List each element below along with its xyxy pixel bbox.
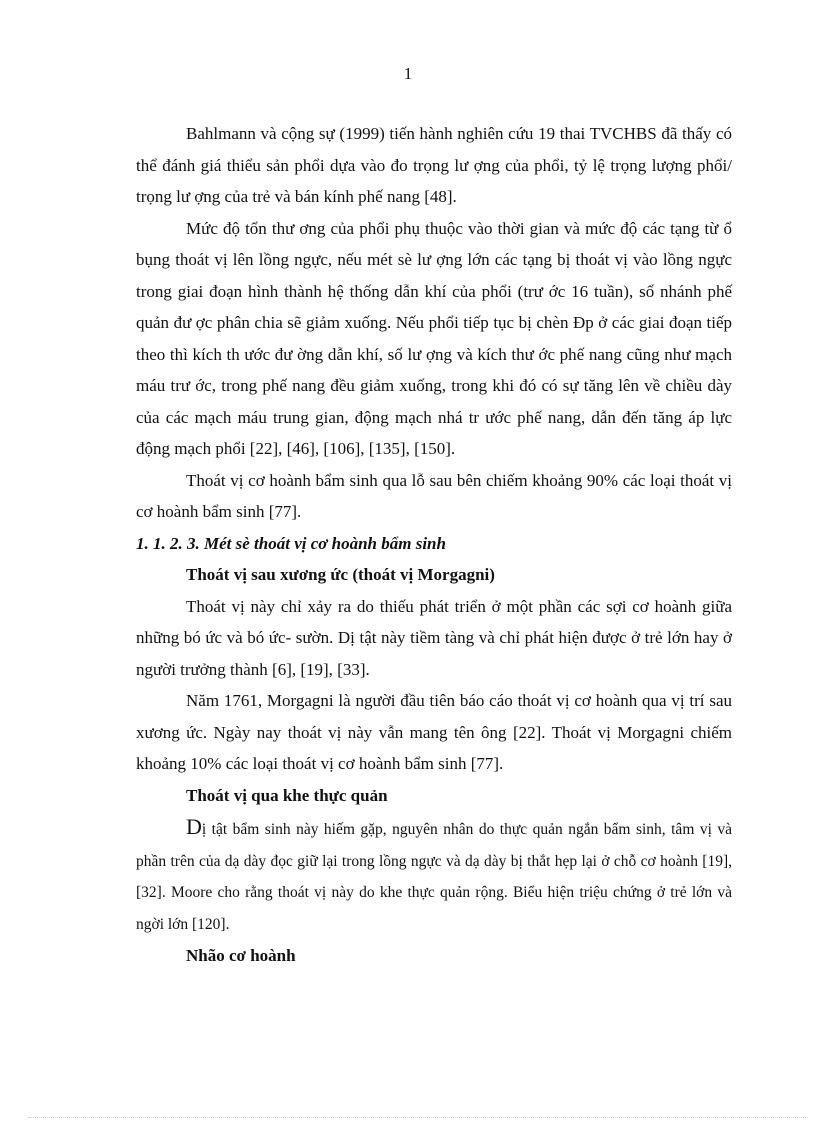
paragraph-posterolateral: Thoát vị cơ hoành bẩm sinh qua lỗ sau bên chiếm khoảng 90% các loại thoát vị cơ hoành bẩm sinh [77]. [136, 470, 732, 521]
subheading-hiatal: Thoát vị qua khe thực quản [186, 785, 388, 805]
paragraph-hiatal [136, 811, 732, 940]
subheading-eventration: Nhão cơ hoành [186, 946, 296, 965]
paragraph-hiatal-text: ị tật bẩm sinh này hiếm gặp, nguyên nhân do thực quản ngắn bẩm sinh, tâm vị và phần trên của dạ dày đọc giữ lại trong lồng ngực và dạ dày bị thắt hẹp lại ở chỗ cơ hoành [19], [32]. Moore cho rằng thoát vị này do khe thực quản rộng. Biểu hiện triệu chứng ở trẻ lớn và ngời lớn [120]. [136, 821, 732, 933]
subheading-morgagni: Thoát vị sau xương ức (thoát vị Morgagni) [186, 565, 495, 584]
section-heading: 1. 1. 2. 3. Mét sè thoát vị cơ hoành bẩm sinh [136, 533, 446, 553]
page-number: 1 [403, 64, 413, 83]
paragraph-morgagni-history: Năm 1761, Morgagni là người đầu tiên báo cáo thoát vị cơ hoành qua vị trí sau xương ức. Ngày nay thoát vị này vẫn mang tên ông [22]. Thoát vị Morgagni chiếm khoảng 10% các loại thoát vị cơ hoành bẩm sinh [77]. [136, 691, 732, 773]
page-bottom-divider [28, 1117, 808, 1118]
paragraph-lung-damage: Mức độ tổn thư ơng của phổi phụ thuộc vào thời gian và mức độ các tạng từ ổ bụng thoát vị lên lồng ngực, nếu mét sè lư ợng lớn các tạng bị thoát vị vào lồng ngực trong giai đoạn hình thành hệ thống dẫn khí của phổi (trư ớc 16 tuần), số nhánh phế quản đư ợc phân chia sẽ giảm xuống. Nếu phổi tiếp tục bị chèn Đp ở các giai đoạn tiếp theo thì kích th ước đư ờng dẫn khí, số lư ợng và kích thư ớc phế nang cũng như mạch máu trư ớc, trong phế nang đều giảm xuống, trong khi đó có sự tăng lên về chiều dày của các mạch máu trung gian, động mạch nhá tr ước phế nang, dẫn đến tăng áp lực động mạch phổi [22], [46], [106], [135], [150]. [136, 218, 732, 458]
paragraph-bahlmann: Bahlmann và cộng sự (1999) tiến hành nghiên cứu 19 thai TVCHBS đã thấy có thể đánh giá thiểu sản phổi dựa vào đo trọng lư ợng của phổi, tỷ lệ trọng lượng phổi/ trọng lư ợng của trẻ và bán kính phế nang [48]. [136, 124, 732, 206]
dropcap-letter: D [186, 814, 202, 839]
document-body [136, 118, 732, 972]
paragraph-morgagni-cause: Thoát vị này chỉ xảy ra do thiếu phát triển ở một phần các sợi cơ hoành giữa những bó ức và bó ức- sườn. Dị tật này tiềm tàng và chỉ phát hiện được ở trẻ lớn hay ở người trưởng thành [6], [19], [33]. [136, 596, 732, 679]
